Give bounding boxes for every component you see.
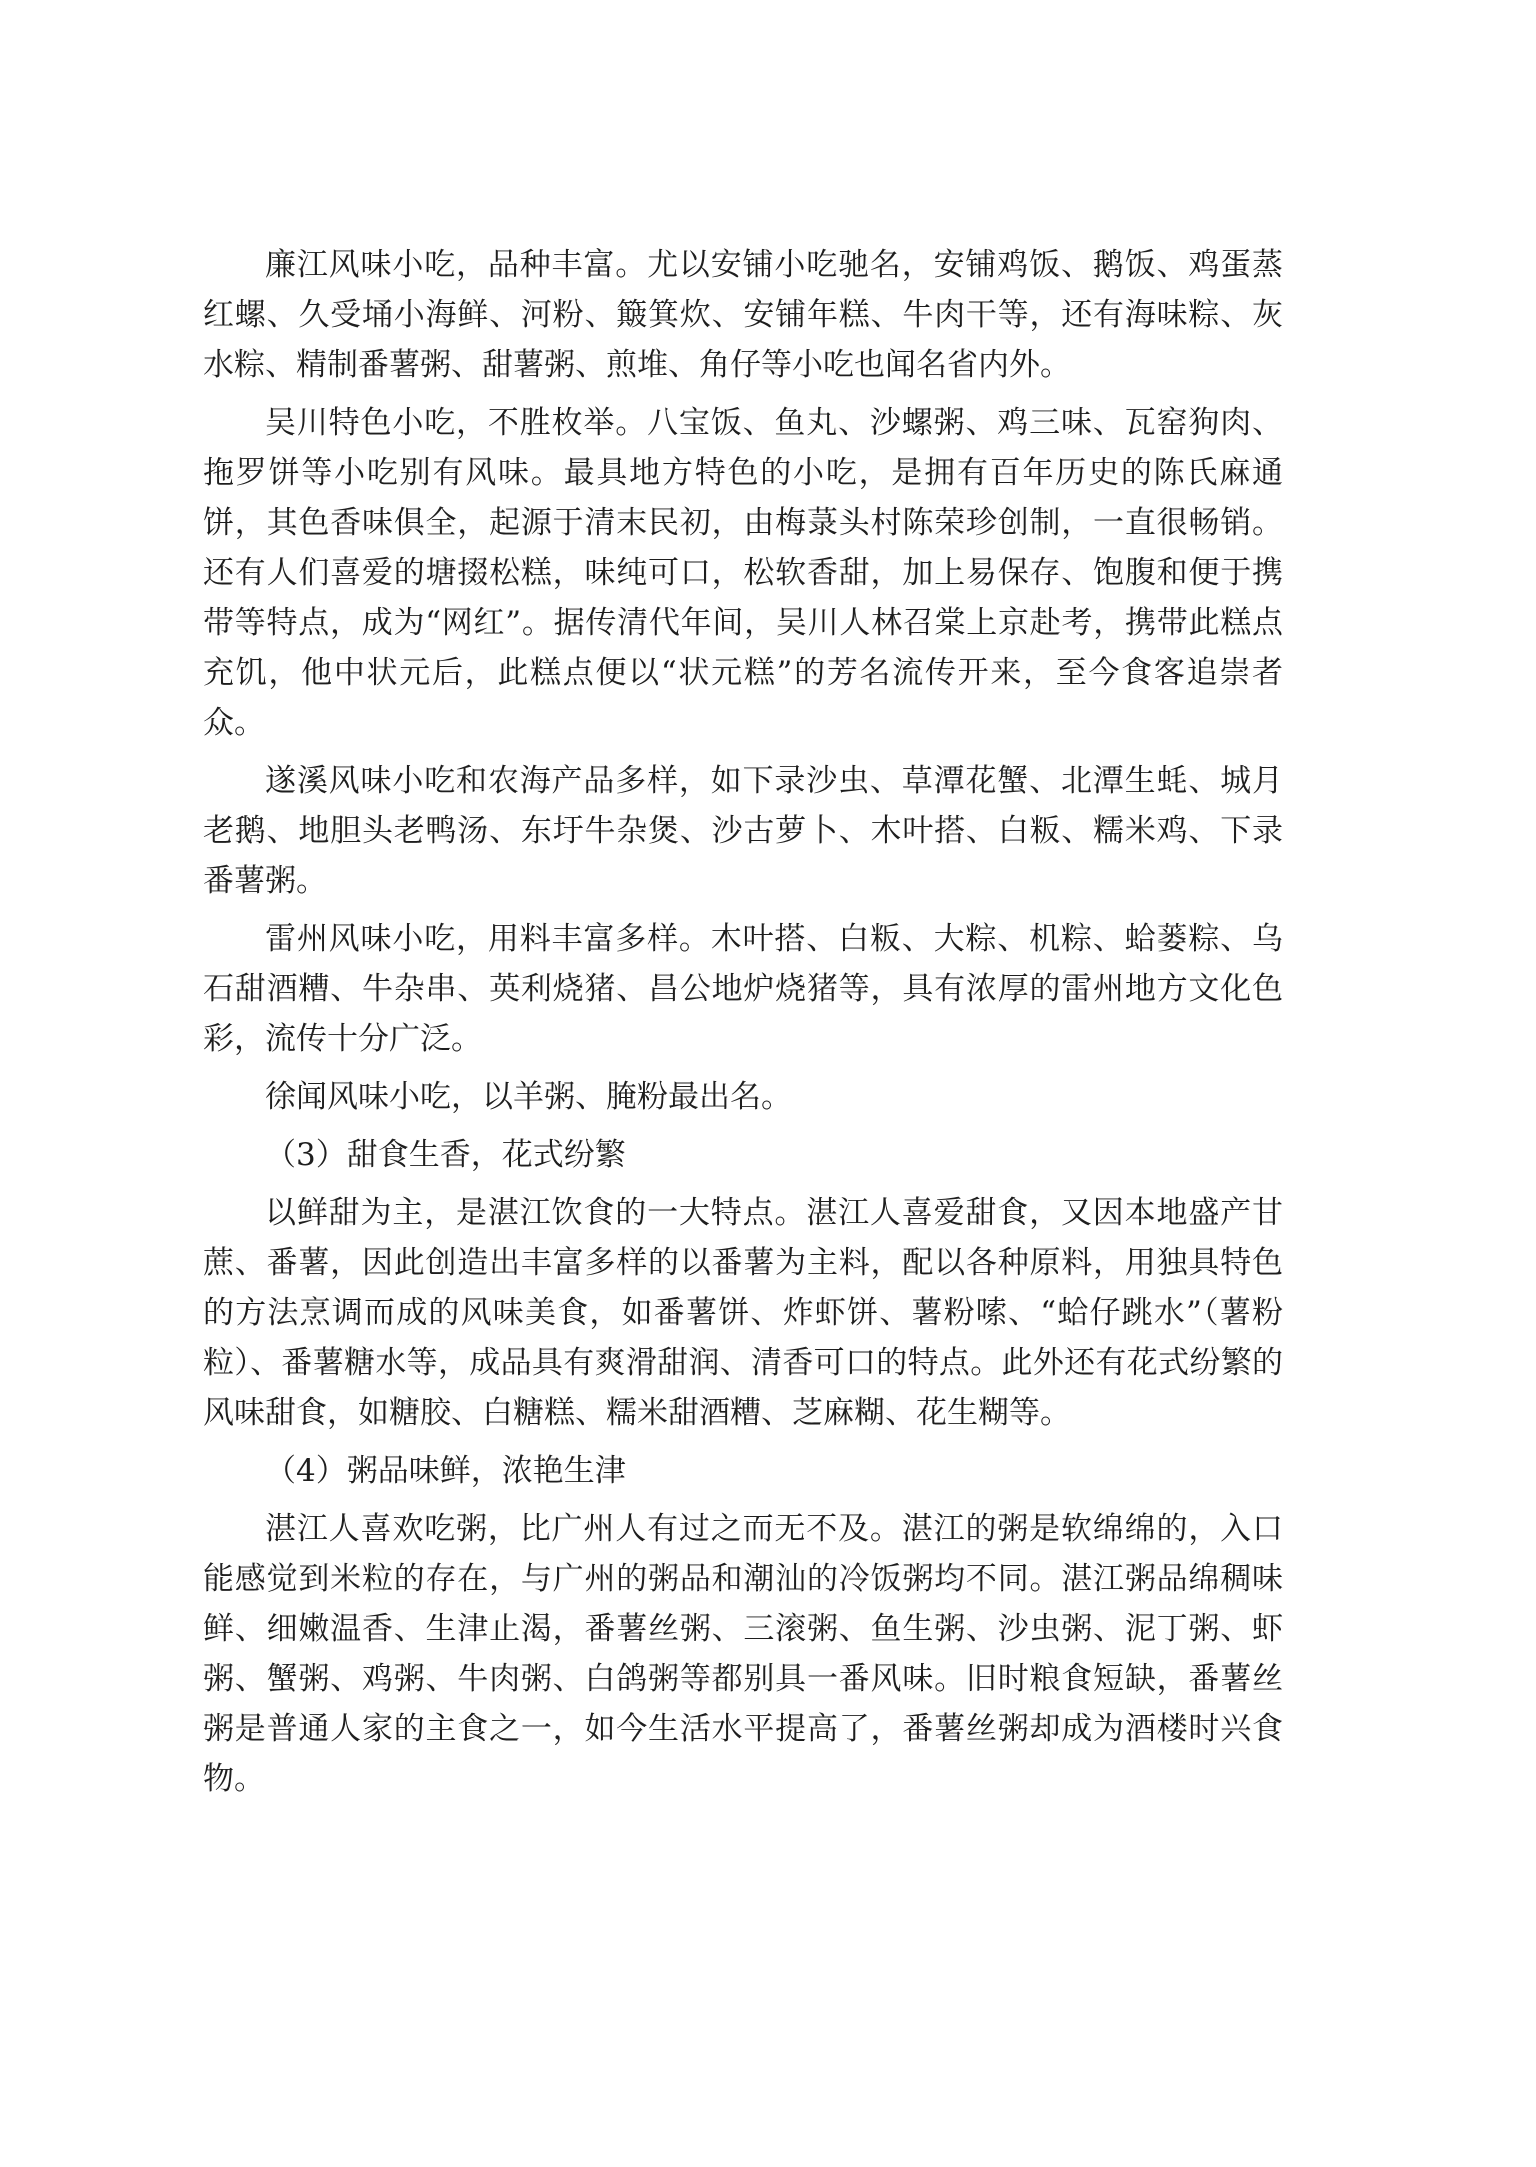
paragraph-wuchuan-snacks: 吴川特色小吃，不胜枚举。八宝饭、鱼丸、沙螺粥、鸡三味、瓦窑狗肉、拖罗饼等小吃别有风味。最具地方特色的小吃，是拥有百年历史的陈氏麻通饼，其色香味俱全，起源于清末民初，由梅菉头村陈荣珍创制，一直很畅销。还有人们喜爱的塘掇松糕，味纯可口，松软香甜，加上易保存、饱腹和便于携带等特点，成为“网红”。据传清代年间，吴川人林召棠上京赴考，携带此糕点充饥，他中状元后，此糕点便以“状元糕”的芳名流传开来，至今食客追崇者众。: [203, 405, 1283, 741]
paragraph-sweets: 以鲜甜为主，是湛江饮食的一大特点。湛江人喜爱甜食，又因本地盛产甘蔗、番薯，因此创造出丰富多样的以番薯为主料，配以各种原料，用独具特色的方法烹调而成的风味美食，如番薯饼、炸虾饼、薯粉嗦、“蛤仔跳水”（薯粉粒）、番薯糖水等，成品具有爽滑甜润、清香可口的特点。此外还有花式纷繁的风味甜食，如糖胶、白糖糕、糯米甜酒糟、芝麻糊、花生糊等。: [203, 1195, 1283, 1431]
paragraph-xuwen-snacks: 徐闻风味小吃，以羊粥、腌粉最出名。: [265, 1079, 792, 1115]
section-heading-congee: （4）粥品味鲜，浓艳生津: [265, 1453, 626, 1489]
paragraph-leizhou-snacks: 雷州风味小吃，用料丰富多样。木叶搭、白粄、大粽、机粽、蛤蒌粽、乌石甜酒糟、牛杂串、英利烧猪、昌公地炉烧猪等，具有浓厚的雷州地方文化色彩，流传十分广泛。: [203, 921, 1283, 1057]
paragraph-suixi-snacks: 遂溪风味小吃和农海产品多样，如下录沙虫、草潭花蟹、北潭生蚝、城月老鹅、地胆头老鸭汤、东圩牛杂煲、沙古萝卜、木叶搭、白粄、糯米鸡、下录番薯粥。: [203, 763, 1283, 899]
paragraph-congee: 湛江人喜欢吃粥，比广州人有过之而无不及。湛江的粥是软绵绵的，入口能感觉到米粒的存在，与广州的粥品和潮汕的冷饭粥均不同。湛江粥品绵稠味鲜、细嫩温香、生津止渴，番薯丝粥、三滚粥、鱼生粥、沙虫粥、泥丁粥、虾粥、蟹粥、鸡粥、牛肉粥、白鸽粥等都别具一番风味。旧时粮食短缺，番薯丝粥是普通人家的主食之一，如今生活水平提高了，番薯丝粥却成为酒楼时兴食物。: [203, 1511, 1283, 1797]
section-heading-sweets: （3）甜食生香，花式纷繁: [265, 1137, 626, 1173]
paragraph-lianjiang-snacks: 廉江风味小吃，品种丰富。尤以安铺小吃驰名，安铺鸡饭、鹅饭、鸡蛋蒸红螺、久受埇小海鲜、河粉、簸箕炊、安铺年糕、牛肉干等，还有海味粽、灰水粽、精制番薯粥、甜薯粥、煎堆、角仔等小吃也闻名省内外。: [203, 247, 1283, 383]
document-body: [203, 240, 1283, 1812]
